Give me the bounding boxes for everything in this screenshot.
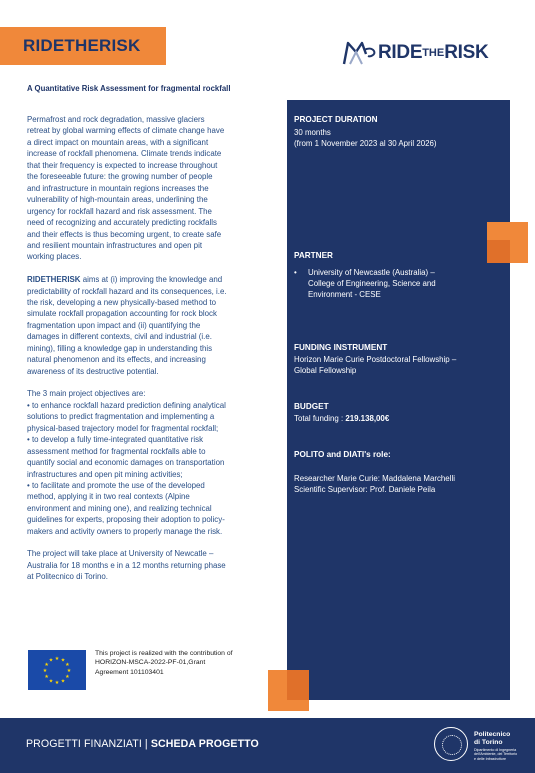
duration-heading: PROJECT DURATION xyxy=(294,115,378,124)
duration-value: 30 months xyxy=(294,128,331,137)
department-name: Dipartimento di Ingegneria dell'Ambiente, del Territorio e delle Infrastrutture xyxy=(474,748,518,761)
partner-item: • University of Newcastle (Australia) – College of Engineering, Science and Environment - CESE xyxy=(294,267,436,301)
objectives-paragraph: The 3 main project objectives are: • to enhance rockfall hazard prediction defining analytical solutions to predict fragmentation and implementing a physical-based trajectory model for fragmental rockfall; • to develop a fully time-integrated quantitative risk assessment method for fragmental rockfalls able to quantify social and economic damages on transportation infrastructures and open pit mining activities; • to facilitate and promote the use of the developed method, applying it in two real contexts (Alpine environment and mining one), and realizing technical guidelines for experts, proposing their adoption to policy- makers and activity owners to properly manage the risk. xyxy=(27,389,226,536)
project-title-band xyxy=(0,27,166,65)
logo-word-risk: RISK xyxy=(444,42,489,63)
duration-dates: (from 1 November 2023 al 30 April 2026) xyxy=(294,139,437,148)
mountain-logo-icon xyxy=(342,40,378,66)
role-heading: POLITO and DIATI's role: xyxy=(294,450,391,459)
institution-name: Politecnico di Torino xyxy=(474,731,511,746)
aims-paragraph: RIDETHERISK aims at (i) improving the knowledge and predictability of rockfall hazard and its consequences, i.e. the risk, developing a new physically-based method to simulate rockfall propagation accounting for rock block fragmentation upon impact and (ii) quantifying the damages in different contexts, civil and industrial (i.e. mining), filling a knowledge gap in understanding this natural phenomenon and its effects, and increasing awareness of its destructive potential. xyxy=(27,275,227,376)
eu-star-icon: ★ xyxy=(44,662,49,668)
eu-star-icon: ★ xyxy=(54,656,60,662)
page-footer xyxy=(0,718,535,773)
logo-word-the: THE xyxy=(422,47,445,59)
ridetherisk-logo xyxy=(342,38,517,68)
eu-flag-icon xyxy=(28,650,86,690)
eu-star-icon: ★ xyxy=(65,662,70,668)
eu-star-icon: ★ xyxy=(54,680,60,686)
funding-line-1: Horizon Marie Curie Postdoctoral Fellowship – xyxy=(294,355,457,364)
partner-heading: PARTNER xyxy=(294,251,333,260)
polito-logo xyxy=(434,727,534,767)
project-description xyxy=(27,114,279,594)
project-info-panel xyxy=(287,100,510,700)
footer-label: PROGETTI FINANZIATI | SCHEDA PROGETTO xyxy=(26,738,259,750)
eu-star-icon: ★ xyxy=(60,657,66,664)
researcher-line: Researcher Marie Curie: Maddalena Marchelli xyxy=(294,474,455,483)
funding-heading: FUNDING INSTRUMENT xyxy=(294,343,388,352)
logo-word-ride: RIDE xyxy=(378,42,423,63)
eu-star-icon: ★ xyxy=(60,678,66,685)
supervisor-line: Scientific Supervisor: Prof. Daniele Peila xyxy=(294,485,436,494)
partner-list xyxy=(294,267,436,301)
eu-funding-notice: This project is realized with the contribution of HORIZON-MSCA-2022-PF-01,Grant Agreement 101103401 xyxy=(95,650,233,676)
eu-star-icon: ★ xyxy=(48,657,54,664)
funding-line-2: Global Fellowship xyxy=(294,366,357,375)
eu-star-icon: ★ xyxy=(48,678,54,685)
eu-star-icon: ★ xyxy=(44,674,49,680)
eu-star-icon: ★ xyxy=(66,668,72,674)
decorative-square-overlap xyxy=(287,670,309,700)
budget-line: Total funding : 219.138,00€ xyxy=(294,414,390,423)
eu-star-icon: ★ xyxy=(42,668,48,674)
aims-lead: RIDETHERISK xyxy=(27,275,81,285)
eu-star-icon: ★ xyxy=(65,674,70,680)
intro-paragraph: Permafrost and rock degradation, massive glaciers retreat by global warming effects of climate change have a direct impact on mountain areas, with a significant increase of rockfall phenomena. Climate trends indicate that their frequency is expected to increase throughout the foreseeable future: the growing number of people and infrastructure in mountain regions increases the vulnerability of high-mountain areas, underlining the urgency for rockfall hazard and risk assessment. The need of recognizing and accurately predicting rockfalls and their effects is thus becoming urgent, to create safe and resilient mountain infrastructures and open pit working places. xyxy=(27,115,225,262)
budget-value: 219.138,00€ xyxy=(345,414,390,423)
polito-seal-icon xyxy=(434,727,468,761)
budget-heading: BUDGET xyxy=(294,402,329,411)
decorative-square-overlap xyxy=(487,240,510,263)
project-subtitle: A Quantitative Risk Assessment for fragmental rockfall xyxy=(27,84,231,93)
location-paragraph: The project will take place at University of Newcatle – Australia for 18 months e in a 12 months returning phase at Politecnico di Torino. xyxy=(27,549,226,582)
project-title: RIDETHERISK xyxy=(23,36,141,55)
